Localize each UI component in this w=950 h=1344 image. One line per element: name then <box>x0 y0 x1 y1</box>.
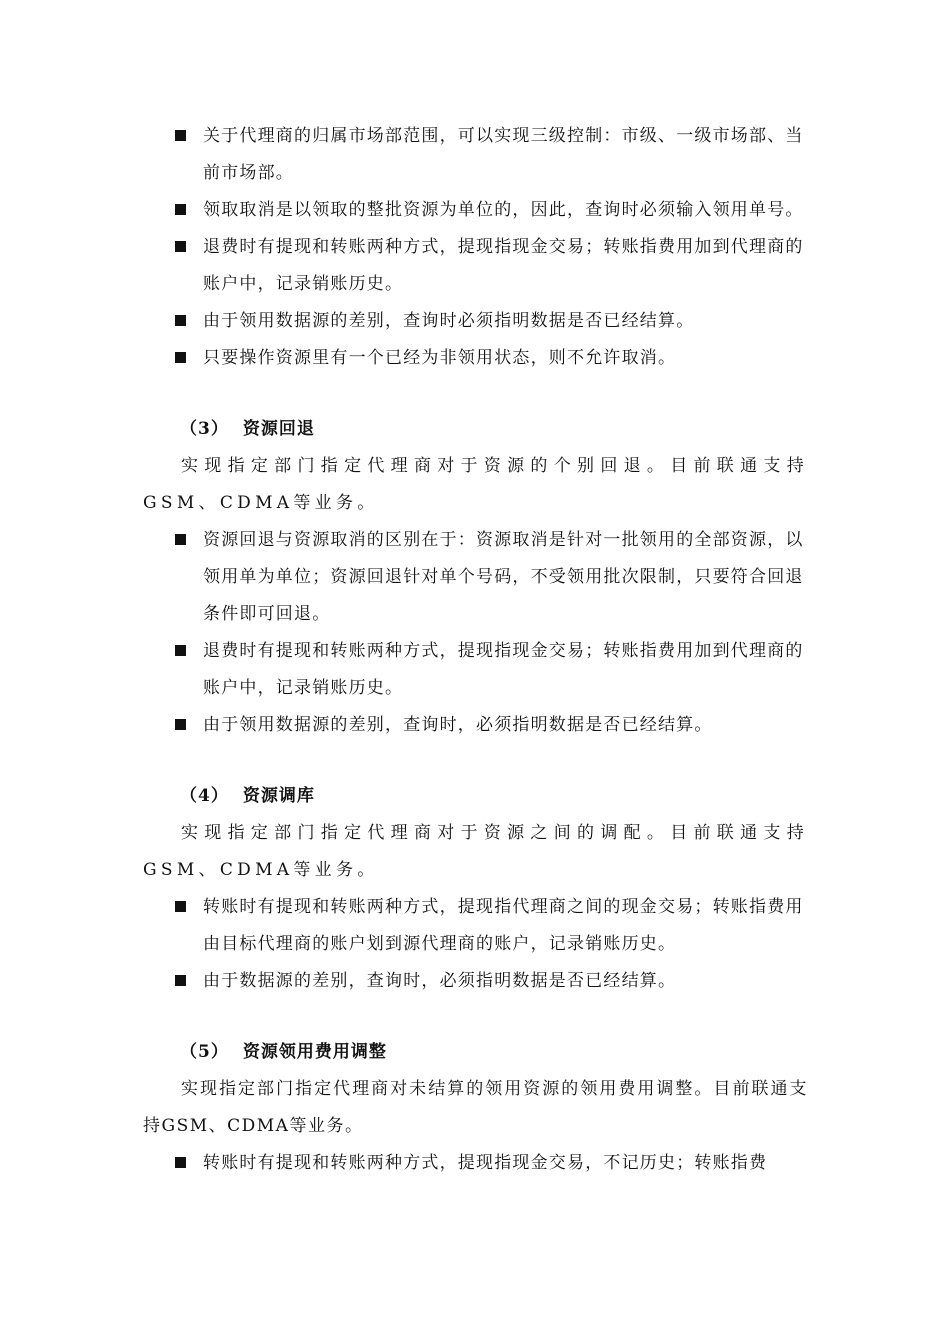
list-item: 由于领用数据源的差别，查询时，必须指明数据是否已经结算。 <box>143 707 808 744</box>
section-title: 资源调库 <box>242 786 315 806</box>
square-bullet-icon <box>175 1157 186 1168</box>
square-bullet-icon <box>175 130 186 141</box>
square-bullet-icon <box>175 645 186 656</box>
section-paragraph: 实现指定部门指定代理商对于资源之间的调配。目前联通支持GSM、CDMA等业务。 <box>143 823 808 880</box>
section-title: 资源回退 <box>242 419 315 439</box>
list-item: 由于数据源的差别，查询时，必须指明数据是否已经结算。 <box>143 963 808 1000</box>
list-item: 领取取消是以领取的整批资源为单位的，因此，查询时必须输入领用单号。 <box>143 192 808 229</box>
list-item: 转账时有提现和转账两种方式，提现指代理商之间的现金交易；转账指费用由目标代理商的账户划到源代理商的账户，记录销账历史。 <box>143 889 808 963</box>
list-item: 转账时有提现和转账两种方式，提现指现金交易，不记历史；转账指费 <box>143 1145 808 1182</box>
square-bullet-icon <box>175 719 186 730</box>
section-heading <box>143 778 808 815</box>
square-bullet-icon <box>175 352 186 363</box>
square-bullet-icon <box>175 204 186 215</box>
document-body <box>143 118 808 1182</box>
list-item: 只要操作资源里有一个已经为非领用状态，则不允许取消。 <box>143 340 808 377</box>
list-item: 资源回退与资源取消的区别在于：资源取消是针对一批领用的全部资源，以领用单为单位；资源回退针对单个号码，不受领用批次限制，只要符合回退条件即可回退。 <box>143 522 808 633</box>
square-bullet-icon <box>175 315 186 326</box>
square-bullet-icon <box>175 534 186 545</box>
section-fee-adjustment <box>143 1034 808 1182</box>
intro-bullet-list <box>143 118 808 377</box>
square-bullet-icon <box>175 901 186 912</box>
square-bullet-icon <box>175 975 186 986</box>
list-item: 由于领用数据源的差别，查询时必须指明数据是否已经结算。 <box>143 303 808 340</box>
list-item: 退费时有提现和转账两种方式，提现指现金交易；转账指费用加到代理商的账户中，记录销账历史。 <box>143 229 808 303</box>
section-number: （5） <box>180 1042 229 1062</box>
section-paragraph: 实现指定部门指定代理商对于资源的个别回退。目前联通支持GSM、CDMA等业务。 <box>143 456 808 513</box>
section-title: 资源领用费用调整 <box>242 1042 387 1062</box>
section-resource-rollback <box>143 411 808 744</box>
section-number: （3） <box>180 419 229 439</box>
section-number: （4） <box>180 786 229 806</box>
list-item: 关于代理商的归属市场部范围，可以实现三级控制：市级、一级市场部、当前市场部。 <box>143 118 808 192</box>
square-bullet-icon <box>175 241 186 252</box>
list-item: 退费时有提现和转账两种方式，提现指现金交易；转账指费用加到代理商的账户中，记录销账历史。 <box>143 633 808 707</box>
section-heading <box>143 1034 808 1071</box>
section-heading <box>143 411 808 448</box>
section-paragraph: 实现指定部门指定代理商对未结算的领用资源的领用费用调整。目前联通支持GSM、CDMA等业务。 <box>143 1079 808 1136</box>
section-resource-transfer <box>143 778 808 1000</box>
